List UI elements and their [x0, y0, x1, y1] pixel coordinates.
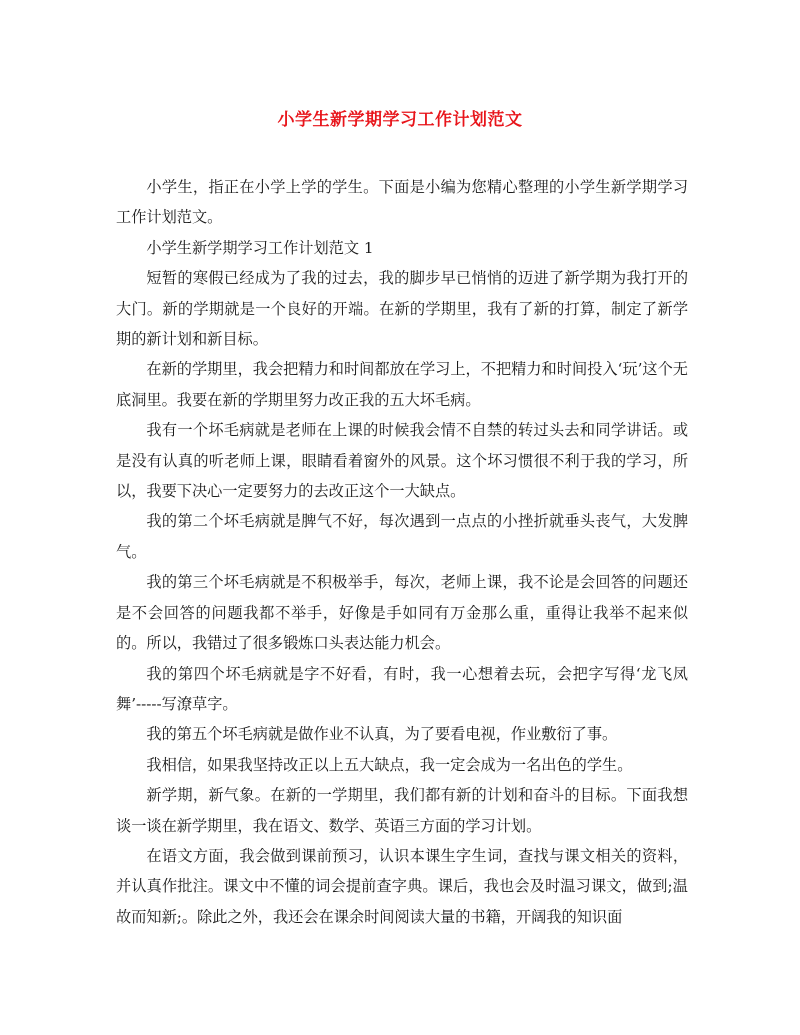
- paragraph: 短暂的寒假已经成为了我的过去，我的脚步早已悄悄的迈进了新学期为我打开的大门。新的学期就是一个良好的开端。在新的学期里，我有了新的打算，制定了新学期的新计划和新目标。: [116, 269, 688, 349]
- section-heading: 小学生新学期学习工作计划范文 1: [146, 238, 374, 257]
- paragraph: 我的第五个坏毛病就是做作业不认真，为了要看电视，作业敷衍了事。: [146, 725, 618, 744]
- paragraph-intro: 小学生，指正在小学上学的学生。下面是小编为您精心整理的小学生新学期学习工作计划范文。: [116, 178, 688, 227]
- paragraph: 我相信，如果我坚持改正以上五大缺点，我一定会成为一名出色的学生。: [146, 755, 633, 774]
- document-body: [116, 172, 688, 932]
- paragraph: 在语文方面，我会做到课前预习，认识本课生字生词，查找与课文相关的资料，并认真作批注。课文中不懂的词会提前查字典。课后，我也会及时温习课文，做到;温故而知新;。除此之外，我还会在课余时间阅读大量的书籍，开阔我的知识面: [116, 846, 688, 926]
- paragraph: 在新的学期里，我会把精力和时间都放在学习上，不把精力和时间投入‘玩’这个无底洞里。我要在新的学期里努力改正我的五大坏毛病。: [116, 360, 688, 409]
- paragraph: 我的第三个坏毛病就是不积极举手，每次，老师上课，我不论是会回答的问题还是不会回答的问题我都不举手，好像是手如同有万金那么重，重得让我举不起来似的。所以，我错过了很多锻炼口头表达能力机会。: [116, 573, 688, 653]
- paragraph: 我的第二个坏毛病就是脾气不好，每次遇到一点点的小挫折就垂头丧气，大发脾气。: [116, 512, 688, 561]
- paragraph: 我有一个坏毛病就是老师在上课的时候我会情不自禁的转过头去和同学讲话。或是没有认真的听老师上课，眼睛看着窗外的风景。这个坏习惯很不利于我的学习，所以，我要下决心一定要努力的去改正这个一大缺点。: [116, 421, 688, 501]
- document-title: 小学生新学期学习工作计划范文: [277, 110, 523, 130]
- paragraph: 新学期，新气象。在新的一学期里，我们都有新的计划和奋斗的目标。下面我想谈一谈在新学期里，我在语文、数学、英语三方面的学习计划。: [116, 786, 688, 835]
- paragraph: 我的第四个坏毛病就是字不好看，有时，我一心想着去玩，会把字写得‘龙飞凤舞’-----写潦草字。: [116, 664, 688, 713]
